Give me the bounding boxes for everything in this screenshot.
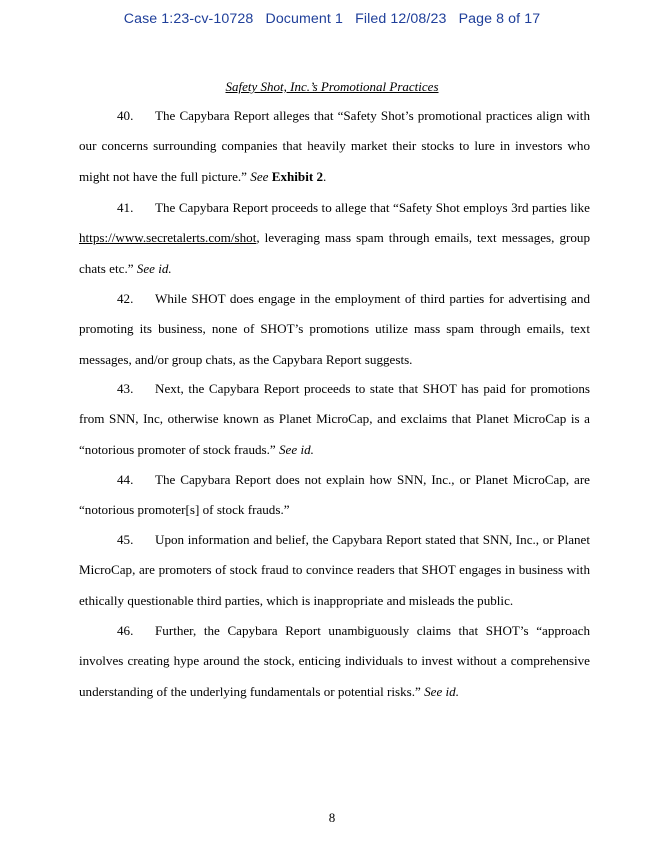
citation: See id. [136, 260, 172, 276]
paragraph-number: 42. [117, 291, 134, 306]
case-header [0, 11, 664, 27]
exhibit-reference: Exhibit 2 [271, 168, 324, 184]
paragraph-text: The Capybara Report proceeds to allege that “Safety Shot employs 3rd parties like [155, 200, 590, 215]
paragraph-40 [79, 101, 590, 192]
paragraph-41 [79, 193, 590, 284]
paragraph-text: Further, the Capybara Report unambiguously claims that SHOT’s “approach involves creating hype around the stock, enticing individuals to invest without a comprehensive understanding of the underlying fundamentals or potential risks.” [79, 623, 590, 699]
paragraph-text: Next, the Capybara Report proceeds to state that SHOT has paid for promotions from SNN, Inc, otherwise known as Planet MicroCap, and exclaims that Planet MicroCap is a “notorious promoter of stock frauds.” [79, 381, 590, 457]
paragraph-text: Upon information and belief, the Capybara Report stated that SNN, Inc., or Planet MicroCap, are promoters of stock fraud to convince readers that SHOT engages in business with ethically questionable third parties, which is inappropriate and misleads the public. [79, 532, 590, 608]
paragraph-text: The Capybara Report does not explain how SNN, Inc., or Planet MicroCap, are “notorious promoter[s] of stock frauds.” [79, 472, 590, 518]
paragraph-text-continued: , leveraging mass spam through emails, text messages, group chats etc.” [79, 230, 590, 276]
case-number: Case 1:23-cv-10728 [123, 11, 254, 27]
citation: See id. [424, 683, 459, 699]
paragraph-number: 40. [117, 108, 134, 123]
paragraph-46 [79, 616, 590, 707]
paragraph-number: 44. [117, 472, 134, 487]
document-number: Document 1 [265, 11, 343, 27]
paragraph-text: While SHOT does engage in the employment of third parties for advertising and promoting its business, none of SHOT’s promotions utilize mass spam through emails, text messages, and/or group chats, as the Capybara Report suggests. [79, 291, 590, 367]
filed-date: Filed 12/08/23 [355, 11, 447, 27]
paragraph-text: The Capybara Report alleges that “Safety Shot’s promotional practices align with our concerns surrounding companies that heavily market their stocks to lure in investors who might not have the full picture.” [79, 108, 590, 184]
section-title: Safety Shot, Inc.’s Promotional Practices [225, 79, 439, 94]
citation: See id. [279, 441, 314, 457]
paragraph-44 [79, 465, 590, 526]
paragraph-number: 45. [117, 532, 134, 547]
page-count: Page 8 of 17 [458, 11, 541, 27]
paragraph-tail: . [323, 168, 327, 184]
secretalerts-link[interactable]: https://www.secretalerts.com/shot [79, 230, 257, 246]
paragraph-45 [79, 525, 590, 616]
paragraph-number: 43. [117, 381, 134, 396]
paragraph-43 [79, 374, 590, 465]
paragraph-number: 46. [117, 623, 134, 638]
paragraph-number: 41. [117, 200, 134, 215]
citation-signal: See [250, 168, 269, 184]
paragraph-42 [79, 284, 590, 375]
page-number: 8 [328, 810, 336, 825]
